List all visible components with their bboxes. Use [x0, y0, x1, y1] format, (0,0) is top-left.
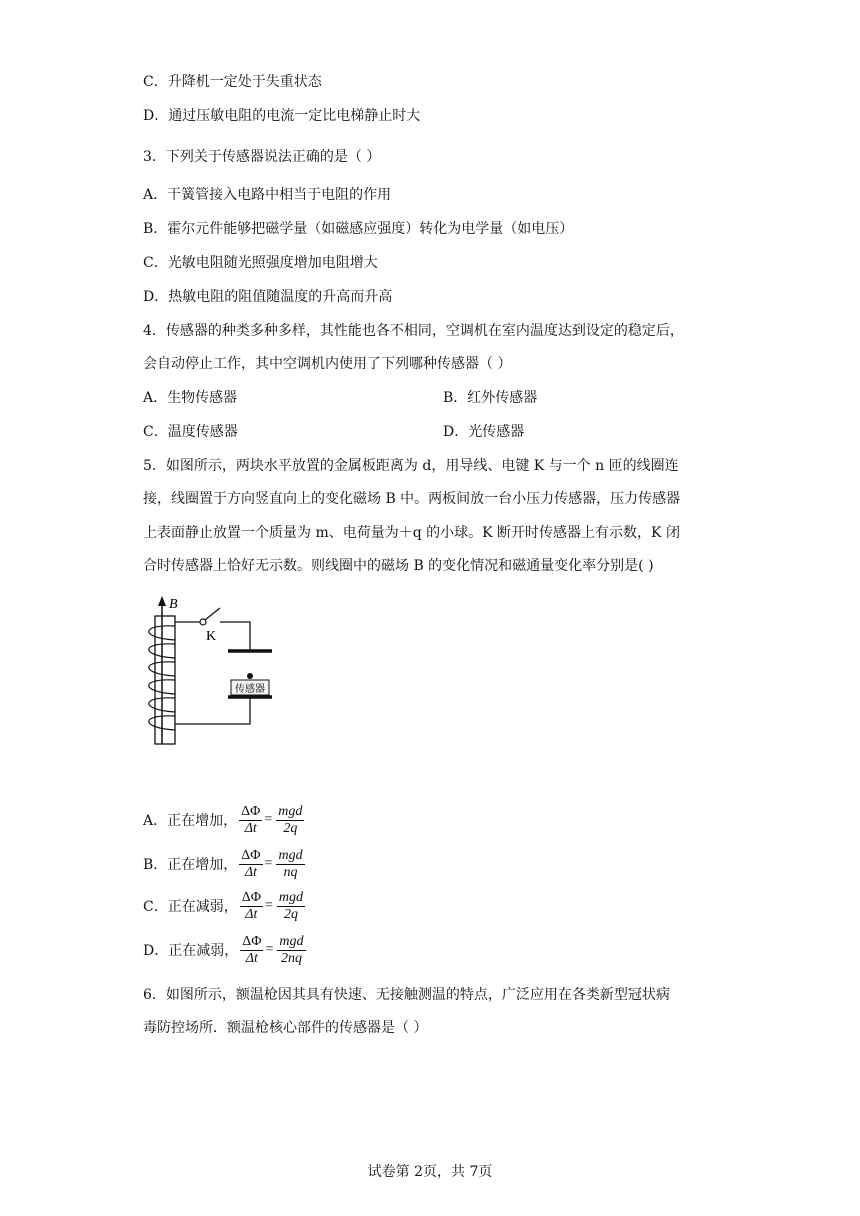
q3-option-a: A．干簧管接入电路中相当于电阻的作用 [143, 187, 392, 203]
q5-stem-line3: 上表面静止放置一个质量为 m、电荷量为＋q 的小球。K 断开时传感器上有示数，K 闭 [143, 525, 680, 541]
k-label: K [206, 629, 217, 644]
fraction-rhs: $\frac{\text{mgd}}{2q}$ [278, 803, 303, 836]
fraction-lhs: $\frac{\Delta\Phi}{\Delta t}$ [241, 803, 261, 836]
q4-option-d: D．光传感器 [443, 424, 525, 440]
fraction-lhs: $\frac{\Delta\Phi}{\Delta t}$ [241, 889, 261, 922]
equals-sign: = [264, 856, 273, 871]
option-prefix: B．正在增加， [143, 857, 238, 873]
page-footer: 试卷第 2页，共 7页 [367, 1164, 493, 1180]
option-prefix: D．正在减弱， [143, 943, 239, 959]
q6-stem-line2: 毒防控场所．额温枪核心部件的传感器是（ ） [143, 1020, 428, 1036]
q5-option-d [143, 930, 306, 970]
switch-blade [205, 608, 220, 620]
q5-option-a [143, 800, 304, 840]
q5-option-b [143, 844, 305, 884]
q4-option-a: A．生物传感器 [143, 390, 238, 406]
charged-ball [247, 673, 253, 679]
upper-plate-wire [220, 622, 250, 650]
fraction-rhs: $\frac{\text{mgd}}{2q}$ [278, 889, 303, 922]
b-field-arrowhead [158, 596, 166, 606]
q2-option-d: D．通过压敏电阻的电流一定比电梯静止时大 [143, 108, 421, 124]
q2-option-c: C．升降机一定处于失重状态 [143, 74, 322, 90]
q4-option-b: B．红外传感器 [443, 390, 538, 406]
q4-option-c: C．温度传感器 [143, 424, 238, 440]
q5-stem-line1: 5．如图所示，两块水平放置的金属板距离为 d，用导线、电键 K 与一个 n 匝的线圈连 [143, 458, 679, 474]
fraction-lhs: $\frac{\Delta\Phi}{\Delta t}$ [242, 933, 262, 966]
bottom-wire [175, 698, 250, 724]
q5-option-c [143, 886, 305, 926]
sensor-label: 传感器 [235, 684, 265, 695]
q6-stem-line1: 6．如图所示，额温枪因其具有快速、无接触测温的特点，广泛应用在各类新型冠状病 [143, 987, 670, 1003]
q5-stem-line4: 合时传感器上恰好无示数。则线圈中的磁场 B 的变化情况和磁通量变化率分别是( ) [143, 558, 654, 574]
q4-stem-line2: 会自动停止工作，其中空调机内使用了下列哪种传感器（ ） [143, 356, 512, 372]
q3-stem: 3．下列关于传感器说法正确的是（ ） [143, 149, 381, 165]
q4-stem-line1: 4．传感器的种类多种多样，其性能也各不相同，空调机在室内温度达到设定的稳定后， [143, 323, 684, 339]
q3-option-b: B．霍尔元件能够把磁学量（如磁感应强度）转化为电学量（如电压） [143, 221, 574, 237]
equals-sign: = [264, 812, 273, 827]
q3-option-c: C．光敏电阻随光照强度增加电阻增大 [143, 255, 378, 271]
option-prefix: A．正在增加， [143, 813, 238, 829]
coil-circuit-diagram [140, 594, 300, 754]
fraction-rhs: $\frac{\text{mgd}}{nq}$ [278, 847, 303, 880]
q3-option-d: D．热敏电阻的阻值随温度的升高而升高 [143, 289, 393, 305]
q5-stem-line2: 接，线圈置于方向竖直向上的变化磁场 B 中。两板间放一台小压力传感器，压力传感器 [143, 491, 681, 507]
equals-sign: = [264, 898, 273, 913]
fraction-lhs: $\frac{\Delta\Phi}{\Delta t}$ [241, 847, 261, 880]
fraction-rhs: $\frac{\text{mgd}}{2nq}$ [279, 933, 304, 966]
b-label: B [169, 597, 178, 612]
equals-sign: = [265, 942, 274, 957]
option-prefix: C．正在减弱， [143, 899, 238, 915]
